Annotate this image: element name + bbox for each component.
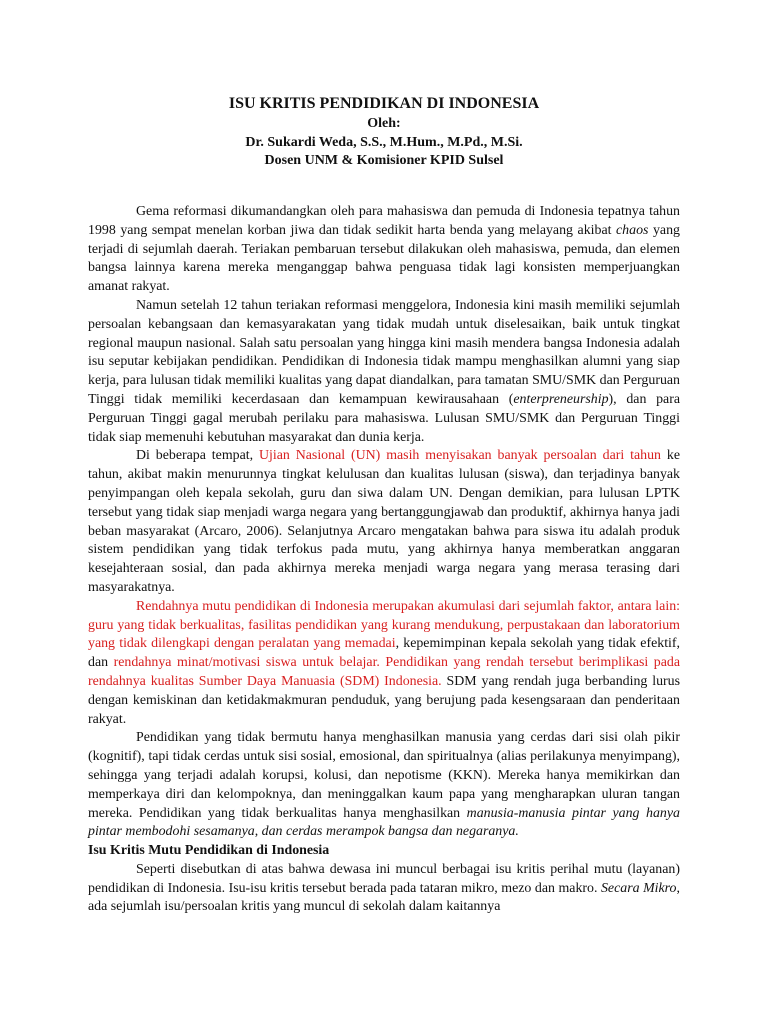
section-heading: Isu Kritis Mutu Pendidikan di Indonesia — [88, 843, 330, 859]
paragraph-3: Di beberapa tempat, Ujian Nasional (UN) masih menyisakan banyak persoalan dari tahun ke tahun, akibat makin menurunnya tingkat kelulusan dan kualitas lulusan (siswa), dan terjadinya banyak penyimpangan oleh kepala sekolah, guru dan siwa dalam UN. Dengan demikian, para lulusan LPTK tersebut yang tidak siap menjadi warga negara yang bertanggungjawab dan produktif, akhirnya hanya jadi beban masyarakat (Arcaro, 2006). Selanjutnya Arcaro mengatakan bahwa para siswa itu adalah produk sistem pendidikan yang tidak terfokus pada mutu, yang akhirnya hanya memberatkan anggaran kesejahteraan sosial, dan pada akhirnya mereka menjadi warga negara yang merasa terasing dari masyarakatnya. — [88, 448, 680, 595]
paragraph-5: Pendidikan yang tidak bermutu hanya menghasilkan manusia yang cerdas dari sisi olah pikir (kognitif), tapi tidak cerdas untuk sisi sosial, emosional, dan spiritualnya (alias perilakunya menyimpang), sehingga yang terjadi adalah korupsi, kolusi, dan nepotisme (KKN). Mereka hanya memikirkan dan memperkaya diri dan kelompoknya, dan meninggalkan kaum papa yang mengharapkan uluran tangan mereka. Pendidikan yang tidak berkualitas hanya menghasilkan manusia-manusia pintar yang hanya pintar membodohi sesamanya, dan cerdas merampok bangsa dan negaranya. — [88, 730, 680, 840]
highlighted-text: Ujian Nasional (UN) masih menyisakan banyak persoalan dari tahun — [258, 448, 661, 464]
paragraph-1: Gema reformasi dikumandangkan oleh para mahasiswa dan pemuda di Indonesia tepatnya tahun 1998 yang sempat menelan korban jiwa dan tidak sedikit harta benda yang melayang akibat chaos yang terjadi di sejumlah daerah. Teriakan pembaruan tersebut dilakukan oleh mahasiswa, pemuda, dan elemen bangsa lainnya karena mereka menganggap bahwa penguasa tidak lagi konsisten memperjuangkan amanat rakyat. — [88, 204, 680, 295]
italic-phrase: manusia-manusia pintar yang hanya pintar membodohi sesamanya — [88, 805, 680, 840]
italic-term: enterpreneurship — [513, 391, 609, 407]
paragraph-2: Namun setelah 12 tahun teriakan reformasi menggelora, Indonesia kini masih memiliki sejumlah persoalan kebangsaan dan kemasyarakatan yang tidak mudah untuk diselesaikan, baik untuk tingkat regional maupun nasional. Salah satu persoalan yang hingga kini masih mendera bangsa Indonesia adalah isu seputar kebijakan pendidikan. Pendidikan di Indonesia tidak mampu menghasilkan alumni yang siap kerja, para lulusan tidak memiliki kualitas yang dapat diandalkan, para tamatan SMU/SMK dan Perguruan Tinggi tidak memiliki kecerdasaan dan kemampuan kewirausahaan (enterpreneurship), dan para Perguruan Tinggi gagal merubah perilaku para mahasiswa. Lulusan SMU/SMK dan Perguruan Tinggi tidak siap memenuhi kebutuhan masyarakat dan dunia kerja. — [88, 297, 680, 445]
italic-term: chaos — [616, 222, 649, 238]
author-name: Dr. Sukardi Weda, S.S., M.Hum., M.Pd., M.Si. — [245, 135, 523, 150]
byline-label: Oleh: — [367, 116, 401, 131]
author-institution: Dosen UNM & Komisioner KPID Sulsel — [264, 153, 504, 168]
italic-term: Secara Mikro — [600, 880, 677, 896]
paragraph-4: Rendahnya mutu pendidikan di Indonesia merupakan akumulasi dari sejumlah faktor, antara lain: guru yang tidak berkualitas, fasilitas pendidikan yang kurang mendukung, perpustakaan dan laboratorium yang tidak dilengkapi dengan peralatan yang memadai, kepemimpinan kepala sekolah yang tidak efektif, dan rendahnya minat/motivasi siswa untuk belajar. Pendidikan yang rendah tersebut berimplikasi pada rendahnya kualitas Sumber Daya Manuasia (SDM) Indonesia. SDM yang rendah juga berbanding lurus dengan kemiskinan dan ketidakmakmuran penduduk, yang berujung pada kesengsaraan dan penderitaan rakyat. — [88, 598, 681, 727]
highlighted-text: rendahnya minat/motivasi siswa untuk belajar. Pendidikan yang rendah tersebut berimplikasi pada rendahnya kualitas Sumber Daya Manuasia (SDM) Indonesia. — [88, 655, 680, 689]
document-title: ISU KRITIS PENDIDIKAN DI INDONESIA — [228, 95, 540, 112]
italic-phrase: dan cerdas merampok bangsa dan negaranya. — [261, 824, 519, 840]
document-body — [88, 203, 680, 917]
highlighted-text: Rendahnya mutu pendidikan di Indonesia merupakan akumulasi dari sejumlah faktor, antara lain: guru yang tidak berkualitas, fasilitas pendidikan yang kurang mendukung, perpustakaan dan laboratorium yang tidak dilengkapi dengan peralatan yang memadai — [88, 598, 680, 652]
paragraph-6: Seperti disebutkan di atas bahwa dewasa ini muncul berbagai isu kritis perihal mutu (layanan) pendidikan di Indonesia. Isu-isu kritis tersebut berada pada tataran mikro, mezo dan makro. Secara Mikro, ada sejumlah isu/persoalan kritis yang muncul di sekolah dalam kaitannya — [88, 861, 680, 915]
